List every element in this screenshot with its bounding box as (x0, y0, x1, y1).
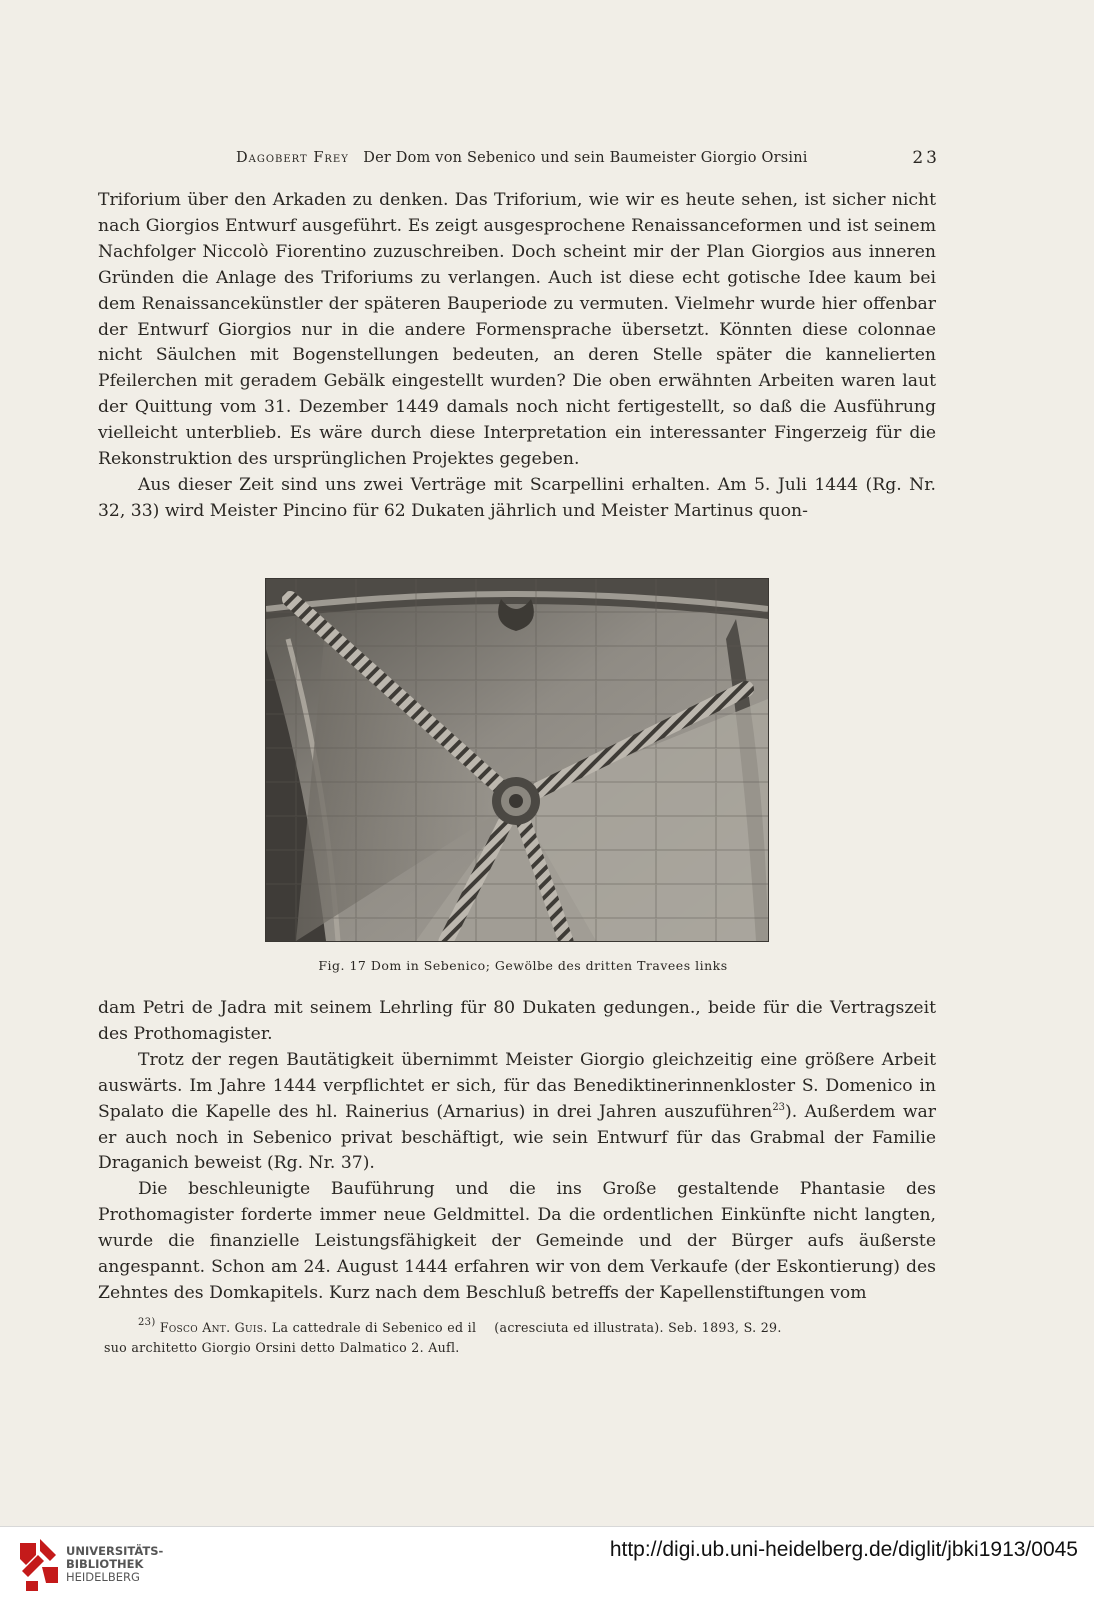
page-number: 23 (912, 148, 940, 168)
paragraph-text: ). Außerdem war er auch noch in Sebenico privat beschäftigt, wie sein Entwurf für das Grabmal der Familie Draganich beweist (Rg. Nr. 37). (98, 1101, 937, 1174)
figure-caption: Fig. 17 Dom in Sebenico; Gewölbe des dritten Travees links (318, 958, 728, 973)
body-text-top (98, 188, 936, 525)
footnote-line (104, 1318, 804, 1338)
logo-line: UNIVERSITÄTS- (66, 1544, 164, 1558)
footnote-reference[interactable]: 23 (772, 1101, 786, 1113)
paragraph: Aus dieser Zeit sind uns zwei Verträge mit Scarpellini erhalten. Am 5. Juli 1444 (Rg. Nr. 32, 33) wird Meister Pincino für 62 Dukaten jährlich und Meister Martinus quon- (98, 474, 936, 521)
running-head-left (236, 150, 808, 166)
footnote-marker: 23) (138, 1317, 156, 1328)
running-head-author: Dagobert Frey (236, 150, 349, 166)
paragraph (98, 1048, 936, 1178)
permalink-url[interactable]: http://digi.ub.uni-heidelberg.de/diglit/jbki1913/0045 (609, 1538, 1078, 1561)
viewer-footer (0, 1526, 1094, 1603)
library-logo-text (66, 1545, 163, 1584)
footnote-author: Fosco Ant. Guis. (159, 1320, 268, 1335)
footnote (104, 1318, 804, 1358)
vault-photo-illustration (266, 579, 768, 941)
running-head-title: Der Dom von Sebenico und sein Baumeister Giorgio Orsini (363, 150, 808, 166)
paragraph: Die beschleunigte Bauführung und die ins Große gestaltende Phantasie des Prothomagister forderte immer neue Geldmittel. Da die ordentlichen Einkünfte nicht langten, wurde die finanzielle Leistungsfähigkeit der Gemeinde und der Bürger aufs äußerste angespannt. Schon am 24. August 1444 erfahren wir von dem Verkaufe (der Eskontierung) des Zehntes des Domkapitels. Kurz nach dem Beschluß betreffs der Kapellenstiftungen vom (98, 1179, 936, 1303)
paragraph: Triforium über den Arkaden zu denken. Das Triforium, wie wir es heute sehen, ist sicher nicht nach Giorgios Entwurf ausgeführt. Es zeigt ausgesprochene Renaissanceformen und ist seinem Nachfolger Niccolò Fiorentino zuzuschreiben. Doch scheint mir der Plan Giorgios aus inneren Gründen die Anlage des Triforiums zu verlangen. Auch ist diese echt gotische Idee kaum bei dem Renaissancekünstler der späteren Bauperiode zu vermuten. Vielmehr wurde hier offenbar der Entwurf Giorgios nur in die andere Formensprache übersetzt. Könnten diese colonnae nicht Säulchen mit Bogenstellungen bedeuten, an deren Stelle später die kannelierten Pfeilerchen mit geradem Gebälk eingestellt wurden? Die oben erwähnten Arbeiten waren laut der Quittung vom 31. Dezember 1449 damals noch nicht fertigestellt, so daß die Ausführung vielleicht unterblieb. Es wäre durch diese Interpretation ein interessanter Fingerzeig für die Rekonstruktion des ursprünglichen Projektes gegeben. (98, 190, 936, 470)
footnote-text: (acresciuta ed illustrata). Seb. 1893, S. 29. (494, 1320, 782, 1335)
library-logo-icon (16, 1537, 62, 1593)
paragraph: dam Petri de Jadra mit seinem Lehrling für 80 Dukaten gedungen., beide für die Vertragszeit des Prothomagister. (98, 998, 936, 1044)
figure-vault-photo (265, 578, 769, 942)
footnote-line: suo architetto Giorgio Orsini detto Dalmatico 2. Aufl. (104, 1340, 460, 1355)
body-text-bottom (98, 996, 936, 1307)
running-head (104, 150, 940, 172)
paragraph-text: Trotz der regen Bautätigkeit übernimmt Meister Giorgio gleichzeitig eine größere Arbeit auswärts. Im Jahre 1444 verpflichtet er sich, für das Benediktinerinnenkloster S. Domenico in Spalato die Kapelle des hl. Rainerius (Arnarius) in drei Jahren auszuführen (98, 1049, 936, 1122)
logo-line: HEIDELBERG (66, 1570, 140, 1584)
footnote-text: La cattedrale di Sebenico ed il (271, 1320, 477, 1335)
logo-line: BIBLIOTHEK (66, 1557, 144, 1571)
